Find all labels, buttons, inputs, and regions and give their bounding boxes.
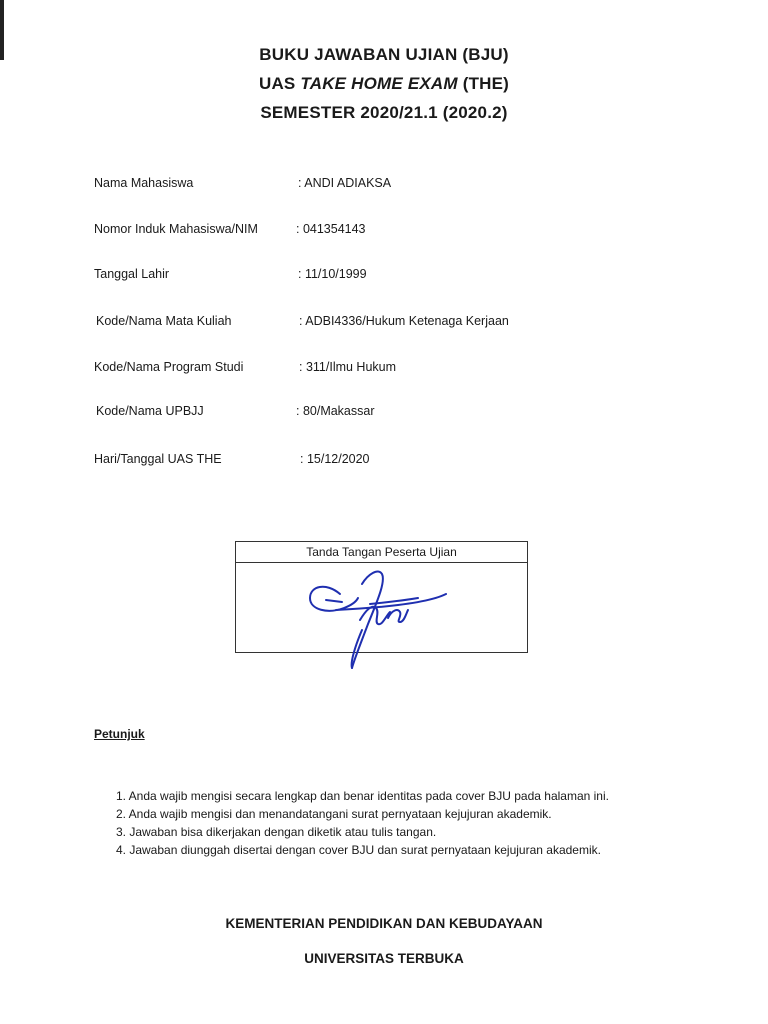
ministry-name: KEMENTERIAN PENDIDIKAN DAN KEBUDAYAAN (225, 916, 543, 931)
identity-value: : 041354143 (296, 222, 366, 236)
identity-label: Kode/Nama Program Studi (94, 360, 244, 374)
identity-value: : ADBI4336/Hukum Ketenaga Kerjaan (299, 314, 509, 328)
title-line-2-suffix: (THE) (457, 74, 510, 93)
instructions-list (116, 787, 676, 859)
identity-value: : 80/Makassar (296, 404, 375, 418)
document-title (0, 40, 768, 127)
instruction-item: 2. Anda wajib mengisi dan menandatangani surat pernyataan kejujuran akademik. (116, 807, 552, 821)
identity-label: Hari/Tanggal UAS THE (94, 452, 222, 466)
identity-value: : ANDI ADIAKSA (298, 176, 392, 190)
instruction-item: 1. Anda wajib mengisi secara lengkap dan benar identitas pada cover BJU pada halaman ini. (116, 789, 609, 803)
title-line-1: BUKU JAWABAN UJIAN (BJU) (259, 45, 509, 64)
title-line-2 (0, 69, 768, 98)
handwritten-signature (296, 564, 476, 674)
identity-label: Tanggal Lahir (94, 267, 170, 281)
instruction-item: 4. Jawaban diunggah disertai dengan cover BJU dan surat pernyataan kejujuran akademik. (116, 843, 601, 857)
identity-label: Nama Mahasiswa (94, 176, 194, 190)
signature-box (235, 541, 528, 653)
identity-label: Nomor Induk Mahasiswa/NIM (94, 222, 258, 236)
instruction-item: 3. Jawaban bisa dikerjakan dengan diketik atau tulis tangan. (116, 825, 437, 839)
identity-label: Kode/Nama UPBJJ (96, 404, 204, 418)
identity-value: : 311/Ilmu Hukum (299, 360, 397, 374)
identity-value: : 11/10/1999 (298, 267, 367, 281)
title-line-3: SEMESTER 2020/21.1 (2020.2) (260, 103, 508, 122)
university-name: UNIVERSITAS TERBUKA (304, 951, 464, 966)
title-line-2-italic: TAKE HOME EXAM (300, 74, 458, 93)
identity-label: Kode/Nama Mata Kuliah (96, 314, 232, 328)
identity-value: : 15/12/2020 (300, 452, 370, 466)
signature-heading: Tanda Tangan Peserta Ujian (236, 542, 527, 563)
instructions-title: Petunjuk (94, 727, 145, 741)
title-line-2-prefix: UAS (258, 74, 301, 93)
